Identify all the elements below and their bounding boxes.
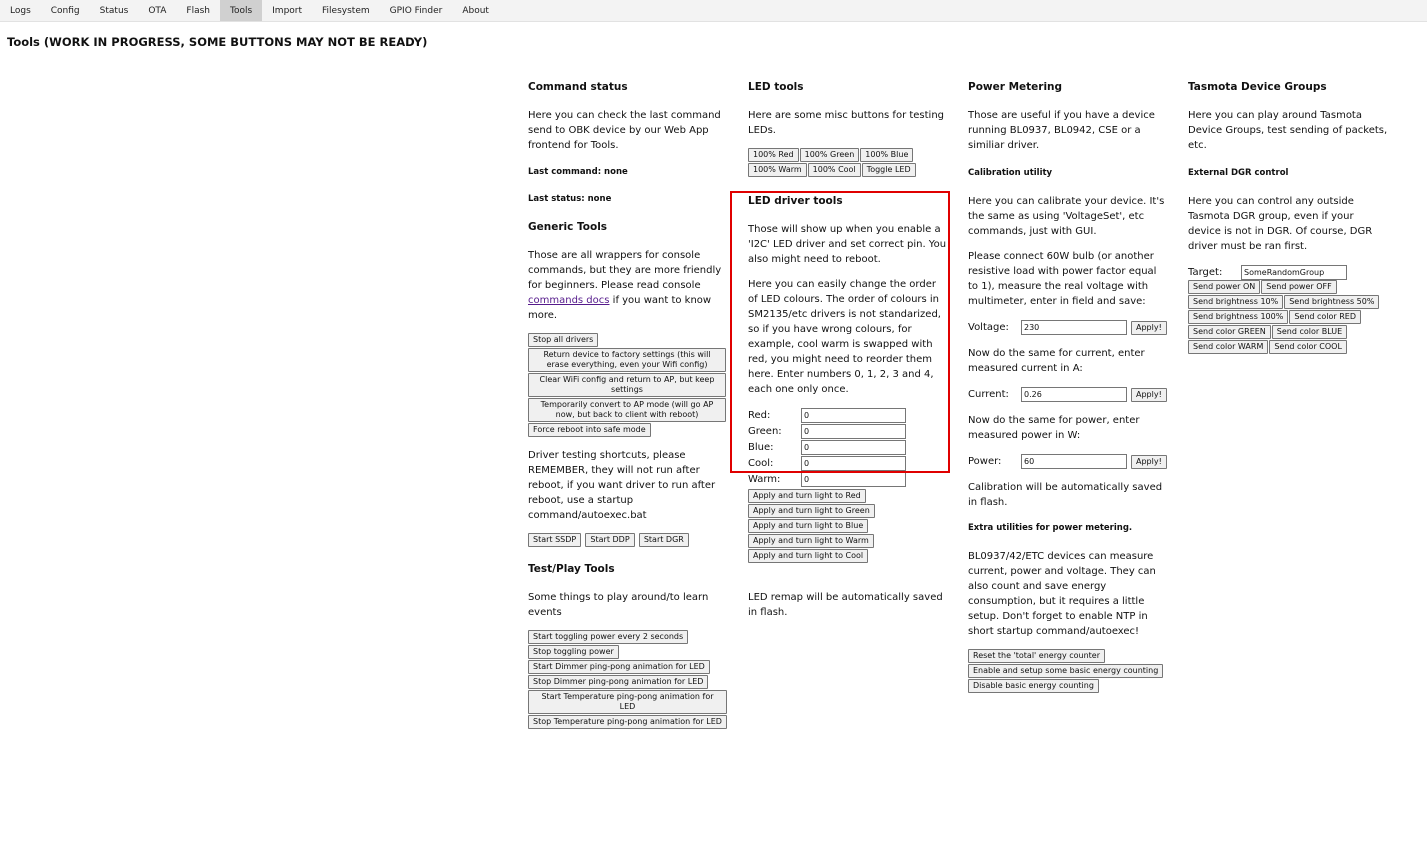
- apply-warm-button[interactable]: Apply and turn light to Warm: [748, 534, 874, 548]
- remap-cool-input[interactable]: [801, 456, 906, 471]
- dgr-color-warm-button[interactable]: Send color WARM: [1188, 340, 1268, 354]
- dgr-color-cool-button[interactable]: Send color COOL: [1269, 340, 1347, 354]
- temp-ap-mode-button[interactable]: Temporarily convert to AP mode (will go AP now, but back to client with reboot): [528, 398, 726, 422]
- dgr-color-blue-button[interactable]: Send color BLUE: [1272, 325, 1347, 339]
- remap-green-row: [748, 423, 948, 439]
- stop-dimmer-pingpong-button[interactable]: Stop Dimmer ping-pong animation for LED: [528, 675, 708, 689]
- stop-temperature-pingpong-button[interactable]: Stop Temperature ping-pong animation for LED: [528, 715, 727, 729]
- calibration-title: Calibration utility: [968, 168, 1053, 178]
- clear-wifi-button[interactable]: Clear WiFi config and return to AP, but keep settings: [528, 373, 726, 397]
- remap-blue-input[interactable]: [801, 440, 906, 455]
- generic-tools-buttons: [528, 333, 728, 438]
- led-apply-buttons: [748, 489, 948, 564]
- test-play-title: Test/Play Tools: [528, 563, 615, 575]
- generic-tools-desc: [528, 248, 728, 323]
- apply-blue-button[interactable]: Apply and turn light to Blue: [748, 519, 868, 533]
- dgr-target-input[interactable]: [1241, 265, 1347, 280]
- stop-toggling-power-button[interactable]: Stop toggling power: [528, 645, 619, 659]
- power-intro: Now do the same for power, enter measured power in W:: [968, 415, 1140, 441]
- remap-blue-label: Blue:: [748, 441, 774, 453]
- dgr-title: Tasmota Device Groups: [1188, 81, 1327, 93]
- enable-energy-counting-button[interactable]: Enable and setup some basic energy counting: [968, 664, 1163, 678]
- extra-utilities-title: Extra utilities for power metering.: [968, 523, 1133, 533]
- apply-green-button[interactable]: Apply and turn light to Green: [748, 504, 875, 518]
- safe-mode-reboot-button[interactable]: Force reboot into safe mode: [528, 423, 651, 437]
- dgr-target-label: Target:: [1188, 266, 1223, 278]
- dgr-power-on-button[interactable]: Send power ON: [1188, 280, 1260, 294]
- tab-status[interactable]: Status: [99, 6, 129, 16]
- dgr-power-off-button[interactable]: Send power OFF: [1261, 280, 1336, 294]
- generic-tools-desc-text: Those are all wrappers for console commands, but they are more friendly for beginners. Please read console: [528, 250, 722, 291]
- led-100-green-button[interactable]: 100% Green: [800, 148, 860, 162]
- dgr-target-row: [1188, 264, 1388, 280]
- tab-config[interactable]: Config: [50, 6, 80, 16]
- power-metering-title: Power Metering: [968, 81, 1063, 93]
- factory-reset-button[interactable]: Return device to factory settings (this will erase everything, even your Wifi config): [528, 348, 726, 372]
- voltage-input[interactable]: [1021, 320, 1127, 335]
- power-metering-column: [968, 80, 1168, 694]
- stop-all-drivers-button[interactable]: Stop all drivers: [528, 333, 598, 347]
- current-row: [968, 386, 1168, 403]
- power-input[interactable]: [1021, 454, 1127, 469]
- dgr-color-red-button[interactable]: Send color RED: [1289, 310, 1361, 324]
- page-title: Tools (WORK IN PROGRESS, SOME BUTTONS MAY NOT BE READY): [7, 35, 428, 49]
- dgr-brightness-100-button[interactable]: Send brightness 100%: [1188, 310, 1288, 324]
- calibration-p1: Here you can calibrate your device. It's the same as using 'VoltageSet', etc commands, just with GUI.: [968, 196, 1165, 237]
- remap-red-input[interactable]: [801, 408, 906, 423]
- start-dgr-button[interactable]: Start DGR: [639, 533, 689, 547]
- led-color-buttons-row2: [748, 163, 948, 178]
- dgr-desc: Here you can play around Tasmota Device Groups, test sending of packets, etc.: [1188, 110, 1388, 151]
- led-tools-desc: Here are some misc buttons for testing LEDs.: [748, 110, 945, 136]
- current-apply-button[interactable]: Apply!: [1131, 388, 1167, 402]
- start-ddp-button[interactable]: Start DDP: [585, 533, 634, 547]
- led-100-red-button[interactable]: 100% Red: [748, 148, 799, 162]
- remap-cool-label: Cool:: [748, 457, 774, 469]
- power-apply-button[interactable]: Apply!: [1131, 455, 1167, 469]
- start-ssdp-button[interactable]: Start SSDP: [528, 533, 581, 547]
- command-status-desc: Here you can check the last command send to OBK device by our Web App frontend for Tools.: [528, 110, 721, 151]
- external-dgr-title: External DGR control: [1188, 168, 1289, 178]
- led-driver-p2: Here you can easily change the order of LED colours. The order of colours in SM2135/etc drivers is not standarized, so if you have wrong colours, for example, cool warm is swapped with red, you might need to reorder them here. Enter numbers 0, 1, 2, 3 and 4, each one only once.: [748, 279, 941, 395]
- test-play-desc: Some things to play around/to learn events: [528, 592, 709, 618]
- dgr-buttons: [1188, 280, 1388, 355]
- power-label: Power:: [968, 456, 1002, 467]
- toggle-led-button[interactable]: Toggle LED: [862, 163, 916, 177]
- start-dimmer-pingpong-button[interactable]: Start Dimmer ping-pong animation for LED: [528, 660, 710, 674]
- last-status: Last status: none: [528, 194, 612, 204]
- remap-warm-input[interactable]: [801, 472, 906, 487]
- commands-docs-link[interactable]: commands docs: [528, 295, 610, 306]
- current-intro: Now do the same for current, enter measured current in A:: [968, 348, 1145, 374]
- energy-buttons: [968, 649, 1168, 694]
- last-command: Last command: none: [528, 167, 628, 177]
- tab-ota[interactable]: OTA: [148, 6, 167, 16]
- generic-tools-title: Generic Tools: [528, 221, 608, 233]
- dgr-column: [1188, 80, 1388, 355]
- voltage-label: Voltage:: [968, 322, 1009, 333]
- tab-logs[interactable]: Logs: [10, 6, 31, 16]
- reset-energy-counter-button[interactable]: Reset the 'total' energy counter: [968, 649, 1105, 663]
- top-tab-bar: [0, 0, 1427, 22]
- power-row: [968, 453, 1168, 470]
- led-100-blue-button[interactable]: 100% Blue: [860, 148, 913, 162]
- start-toggling-power-button[interactable]: Start toggling power every 2 seconds: [528, 630, 688, 644]
- driver-shortcut-buttons: [528, 533, 728, 548]
- remap-red-label: Red:: [748, 409, 771, 421]
- apply-cool-button[interactable]: Apply and turn light to Cool: [748, 549, 868, 563]
- remap-blue-row: [748, 439, 948, 455]
- calibration-p2: Please connect 60W bulb (or another resistive load with power factor equal to 1), measure the real voltage with multimeter, enter in field and save:: [968, 251, 1157, 307]
- led-color-buttons-row1: [748, 148, 948, 163]
- dgr-brightness-10-button[interactable]: Send brightness 10%: [1188, 295, 1283, 309]
- test-play-buttons: [528, 630, 728, 730]
- external-dgr-desc: Here you can control any outside Tasmota DGR group, even if your device is not in DGR. Of course, DGR driver must be ran first.: [1188, 196, 1373, 252]
- led-driver-title: LED driver tools: [748, 195, 843, 207]
- led-driver-p1: Those will show up when you enable a 'I2C' LED driver and set correct pin. You also might need to reboot.: [748, 224, 947, 265]
- dgr-color-green-button[interactable]: Send color GREEN: [1188, 325, 1271, 339]
- led-tools-column: [748, 80, 948, 620]
- dgr-brightness-50-button[interactable]: Send brightness 50%: [1284, 295, 1379, 309]
- led-remap-footer: LED remap will be automatically saved in flash.: [748, 592, 943, 618]
- remap-green-label: Green:: [748, 425, 782, 437]
- extra-utilities-desc: BL0937/42/ETC devices can measure current, power and voltage. They can also count and save energy consumption, but it requires a little setup. Don't forget to enable NTP in short startup command/autoexec!: [968, 551, 1156, 637]
- apply-red-button[interactable]: Apply and turn light to Red: [748, 489, 866, 503]
- driver-shortcuts-text: Driver testing shortcuts, please REMEMBER, they will not run after reboot, if you want driver to run after reboot, use a startup command/autoexec.bat: [528, 450, 716, 521]
- remap-red-row: [748, 407, 948, 423]
- tab-flash[interactable]: Flash: [186, 6, 210, 16]
- voltage-apply-button[interactable]: Apply!: [1131, 321, 1167, 335]
- command-status-title: Command status: [528, 81, 628, 93]
- remap-green-input[interactable]: [801, 424, 906, 439]
- tab-gpio-finder[interactable]: GPIO Finder: [389, 6, 443, 16]
- disable-energy-counting-button[interactable]: Disable basic energy counting: [968, 679, 1099, 693]
- command-status-column: [528, 80, 728, 730]
- tab-import[interactable]: Import: [272, 6, 303, 16]
- power-metering-desc: Those are useful if you have a device running BL0937, BL0942, CSE or a similiar driver.: [968, 110, 1155, 151]
- led-remap-fields: [748, 407, 948, 487]
- current-input[interactable]: [1021, 387, 1127, 402]
- tab-about[interactable]: About: [462, 6, 489, 16]
- current-label: Current:: [968, 389, 1009, 400]
- start-temperature-pingpong-button[interactable]: Start Temperature ping-pong animation for LED: [528, 690, 727, 714]
- tab-tools[interactable]: Tools: [220, 0, 262, 21]
- led-100-cool-button[interactable]: 100% Cool: [808, 163, 861, 177]
- remap-cool-row: [748, 455, 948, 471]
- generic-tools-desc-suffix: if you want to know more.: [528, 295, 712, 321]
- remap-warm-row: [748, 471, 948, 487]
- led-tools-title: LED tools: [748, 81, 804, 93]
- tab-filesystem[interactable]: Filesystem: [322, 6, 370, 16]
- calibration-saved-note: Calibration will be automatically saved in flash.: [968, 482, 1163, 508]
- voltage-row: [968, 319, 1168, 336]
- led-100-warm-button[interactable]: 100% Warm: [748, 163, 807, 177]
- remap-warm-label: Warm:: [748, 473, 781, 485]
